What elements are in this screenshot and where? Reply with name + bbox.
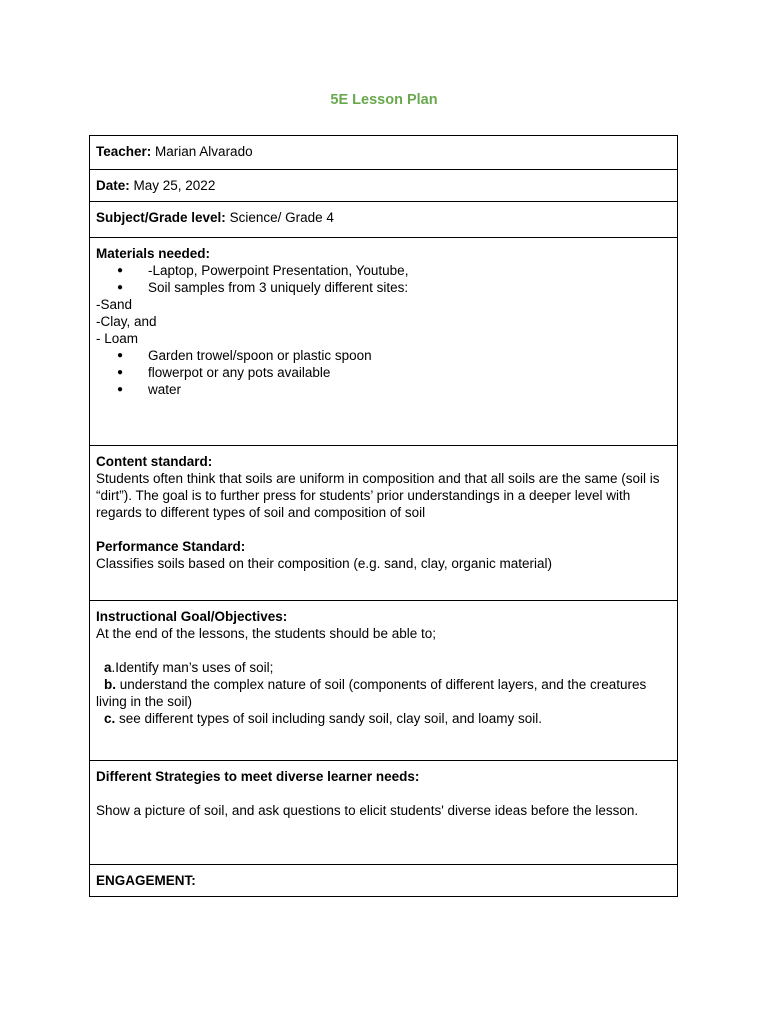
- materials-line-loam: - Loam: [96, 331, 139, 346]
- date-row: [90, 170, 678, 202]
- content-standard-cell: [90, 446, 678, 601]
- list-item: ● water: [117, 381, 671, 398]
- performance-standard-label: Performance Standard:: [96, 539, 246, 554]
- spacer: [96, 785, 671, 802]
- strategies-label: Different Strategies to meet diverse learner needs:: [96, 769, 420, 784]
- objective-marker: b.: [104, 677, 116, 692]
- performance-standard-text: Classifies soils based on their composition (e.g. sand, clay, organic material): [96, 556, 552, 571]
- objectives-label: Instructional Goal/Objectives:: [96, 609, 288, 624]
- date-value: May 25, 2022: [129, 178, 216, 193]
- subject-label: Subject/Grade level:: [96, 210, 226, 225]
- subject-value: Science/ Grade 4: [225, 210, 334, 225]
- objective-item-c: [96, 710, 671, 727]
- date-cell: [90, 170, 678, 202]
- engagement-row: [90, 865, 678, 897]
- subject-row: [90, 202, 678, 238]
- objective-item-b: [96, 676, 671, 710]
- engagement-cell: [90, 865, 678, 897]
- materials-line-clay: -Clay, and: [96, 314, 157, 329]
- objectives-row: [90, 601, 678, 761]
- spacer: [96, 521, 671, 538]
- list-item: ● -Laptop, Powerpoint Presentation, Youtube,: [117, 262, 671, 279]
- objective-text: .Identify man’s uses of soil;: [111, 660, 274, 675]
- objectives-intro: At the end of the lessons, the students should be able to;: [96, 626, 436, 641]
- lesson-plan-table: [89, 135, 678, 897]
- teacher-cell: [90, 136, 678, 170]
- materials-cell: [90, 238, 678, 446]
- objective-text: see different types of soil including sandy soil, clay soil, and loamy soil.: [115, 711, 542, 726]
- objective-marker: a: [104, 660, 112, 675]
- content-standard-label: Content standard:: [96, 454, 213, 469]
- teacher-label: Teacher:: [96, 144, 152, 159]
- spacer: [96, 642, 671, 659]
- objective-item-a: [96, 659, 671, 676]
- strategies-text: Show a picture of soil, and ask questions to elicit students' diverse ideas before the lesson.: [96, 803, 639, 818]
- objective-text: understand the complex nature of soil (components of different layers, and the creatures living in the soil): [96, 677, 647, 709]
- engagement-label: ENGAGEMENT:: [96, 873, 196, 888]
- materials-row: [90, 238, 678, 446]
- subject-cell: [90, 202, 678, 238]
- materials-line-sand: -Sand: [96, 297, 133, 312]
- list-item: ● Garden trowel/spoon or plastic spoon: [117, 347, 671, 364]
- strategies-row: [90, 761, 678, 865]
- objectives-cell: [90, 601, 678, 761]
- materials-label: Materials needed:: [96, 246, 211, 261]
- list-item: ● Soil samples from 3 uniquely different sites:: [117, 279, 671, 296]
- teacher-row: [90, 136, 678, 170]
- materials-bullet-list-2: [96, 347, 671, 398]
- date-label: Date:: [96, 178, 130, 193]
- page-title: 5E Lesson Plan: [330, 92, 438, 108]
- materials-bullet-list-1: [96, 262, 671, 296]
- list-item: ● flowerpot or any pots available: [117, 364, 671, 381]
- content-standard-text: Students often think that soils are uniform in composition and that all soils are the same (soil is “dirt”). The goal is to further press for students’ prior understandings in a deeper level with regards to different types of soil and composition of soil: [96, 471, 660, 520]
- content-standard-row: [90, 446, 678, 601]
- strategies-cell: [90, 761, 678, 865]
- objective-marker: c.: [104, 711, 116, 726]
- teacher-value: Marian Alvarado: [151, 144, 253, 159]
